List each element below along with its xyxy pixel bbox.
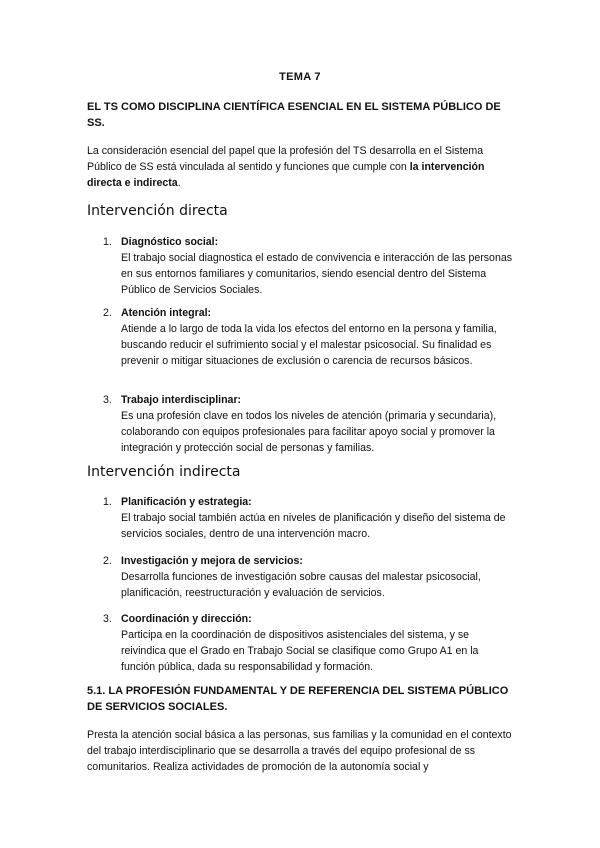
section-heading-indirecta: Intervención indirecta [87,464,241,480]
item-title: Diagnóstico social: [121,236,219,248]
list-number: 3. [103,613,112,625]
intro-text: La consideración esencial del papel que la profesión del TS desarrolla en el Sistema Público de SS está vinculada al sentido y funciones que cumple con [87,145,484,173]
section-heading-directa: Intervención directa [87,203,228,219]
item-title: Planificación y estrategia: [121,496,252,508]
item-body: Es una profesión clave en todos los niveles de atención (primaria y secundaria), colaborando con equipos profesionales para facilitar apoyo social y promover la integración y protección social de personas y familias. [121,410,497,454]
list-number: 1. [103,496,112,508]
item-body: El trabajo social diagnostica el estado de convivencia e interacción de las personas en sus entornos familiares y comunitarios, siendo esencial dentro del Sistema Público de Servicios Sociales. [121,252,513,296]
item-body: Participa en la coordinación de dispositivos asistenciales del sistema, y se reivindica que el Grado en Trabajo Social se clasifique como Grupo A1 en la función pública, dada su responsabilidad y formación. [121,629,479,673]
intro-end: . [177,177,181,189]
list-number: 2. [103,307,112,319]
intro-bold: la intervención directa e indirecta [87,161,485,189]
list-number: 2. [103,555,112,567]
list-item [103,305,513,369]
subsection-title: 5.1. LA PROFESIÓN FUNDAMENTAL Y DE REFERENCIA DEL SISTEMA PÚBLICO DE SERVICIOS SOCIALES. [87,685,509,713]
list-item [103,611,513,675]
list-item [103,234,513,298]
item-title: Atención integral: [121,307,212,319]
list-number: 3. [103,394,112,406]
list-number: 1. [103,236,112,248]
item-title: Trabajo interdisciplinar: [121,394,242,406]
item-body: El trabajo social también actúa en niveles de planificación y diseño del sistema de servicios sociales, dentro de una intervención macro. [121,512,506,540]
item-body: Desarrolla funciones de investigación sobre causas del malestar psicosocial, planificación, reestructuración y evaluación de servicios. [121,571,481,599]
page-title: EL TS COMO DISCIPLINA CIENTÍFICA ESENCIAL EN EL SISTEMA PÚBLICO DE SS. [87,101,501,129]
closing-paragraph: Presta la atención social básica a las personas, sus familias y la comunidad en el contexto del trabajo interdisciplinario que se desarrolla a través del equipo profesional de ss comunitarios. Realiza actividades de promoción de la autonomía social y [87,729,512,773]
item-title: Investigación y mejora de servicios: [121,555,303,567]
list-item [103,494,513,542]
topic-number: TEMA 7 [279,71,321,83]
list-item [103,392,513,456]
intro-paragraph [87,143,517,191]
item-title: Coordinación y dirección: [121,613,252,625]
list-item [103,553,513,601]
item-body: Atiende a lo largo de toda la vida los efectos del entorno en la persona y familia, buscando reducir el sufrimiento social y el malestar psicosocial. Su finalidad es prevenir o mitigar situaciones de exclusión o carencia de recursos básicos. [121,323,497,367]
